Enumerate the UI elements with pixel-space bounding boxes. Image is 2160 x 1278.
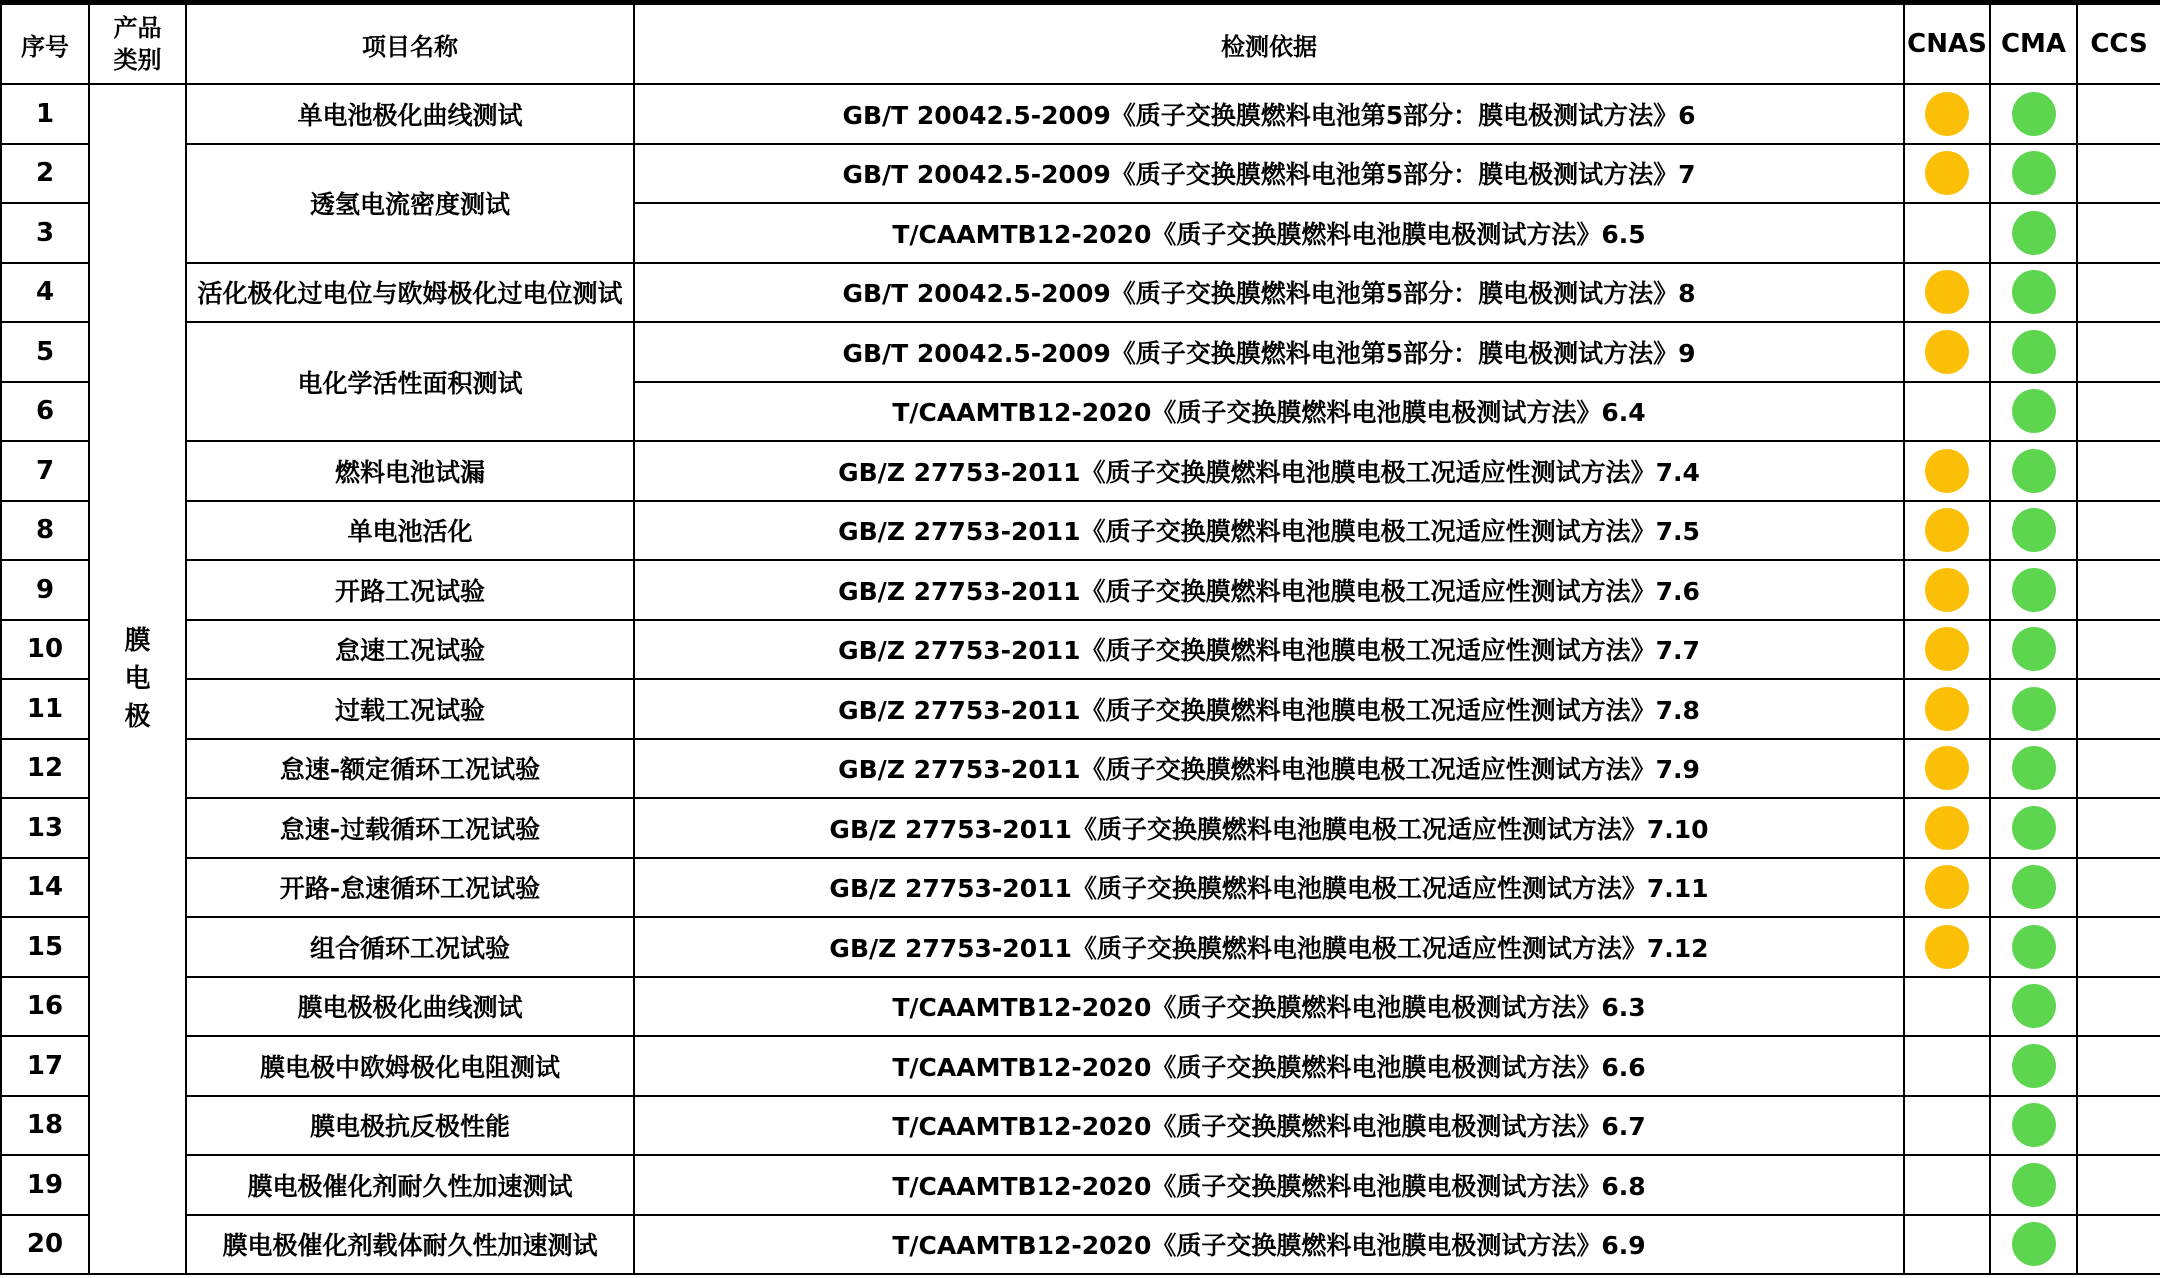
cell-cnas (1904, 977, 1990, 1037)
cma-mark-icon (2012, 627, 2056, 671)
cell-cnas (1904, 679, 1990, 739)
cnas-mark-icon (1925, 330, 1969, 374)
cnas-mark-icon (1925, 746, 1969, 790)
cell-seq: 19 (1, 1155, 89, 1215)
cma-mark-icon (2012, 508, 2056, 552)
category-char: 极 (124, 702, 151, 732)
cell-test-basis: T/CAAMTB12-2020《质子交换膜燃料电池膜电极测试方法》6.9 (634, 1215, 1904, 1275)
category-char: 电 (124, 664, 151, 694)
cell-cnas (1904, 382, 1990, 442)
cell-cnas (1904, 322, 1990, 382)
cell-cma (1990, 679, 2077, 739)
cell-cma (1990, 977, 2077, 1037)
cell-cnas (1904, 560, 1990, 620)
cell-seq: 17 (1, 1036, 89, 1096)
cell-item-name: 开路-怠速循环工况试验 (186, 858, 634, 918)
cell-test-basis: GB/Z 27753-2011《质子交换膜燃料电池膜电极工况适应性测试方法》7.7 (634, 620, 1904, 680)
cell-cma (1990, 84, 2077, 144)
cell-cma (1990, 620, 2077, 680)
cell-ccs (2077, 1215, 2160, 1275)
table-row (1, 322, 2160, 382)
cell-ccs (2077, 679, 2160, 739)
cell-test-basis: GB/Z 27753-2011《质子交换膜燃料电池膜电极工况适应性测试方法》7.6 (634, 560, 1904, 620)
cell-seq: 1 (1, 84, 89, 144)
cell-item-name: 膜电极极化曲线测试 (186, 977, 634, 1037)
cell-cma (1990, 1036, 2077, 1096)
cell-cma (1990, 1096, 2077, 1156)
table-row (1, 441, 2160, 501)
cell-item-name: 怠速-额定循环工况试验 (186, 739, 634, 799)
cnas-mark-icon (1925, 92, 1969, 136)
cell-item-name: 膜电极中欧姆极化电阻测试 (186, 1036, 634, 1096)
cell-ccs (2077, 441, 2160, 501)
cell-ccs (2077, 917, 2160, 977)
cma-mark-icon (2012, 151, 2056, 195)
category-char: 膜 (124, 626, 151, 656)
cell-seq: 5 (1, 322, 89, 382)
cell-test-basis: GB/T 20042.5-2009《质子交换膜燃料电池第5部分：膜电极测试方法》8 (634, 263, 1904, 323)
cnas-mark-icon (1925, 627, 1969, 671)
cell-cnas (1904, 1036, 1990, 1096)
cma-mark-icon (2012, 865, 2056, 909)
cell-seq: 2 (1, 144, 89, 204)
test-items-table (0, 3, 2160, 1275)
cell-test-basis: T/CAAMTB12-2020《质子交换膜燃料电池膜电极测试方法》6.3 (634, 977, 1904, 1037)
cell-seq: 20 (1, 1215, 89, 1275)
cell-ccs (2077, 620, 2160, 680)
cell-test-basis: T/CAAMTB12-2020《质子交换膜燃料电池膜电极测试方法》6.4 (634, 382, 1904, 442)
cell-seq: 3 (1, 203, 89, 263)
cell-cma (1990, 203, 2077, 263)
header-cma: CMA (1990, 4, 2077, 84)
cell-ccs (2077, 203, 2160, 263)
cell-seq: 11 (1, 679, 89, 739)
cell-cma (1990, 263, 2077, 323)
cell-test-basis: GB/Z 27753-2011《质子交换膜燃料电池膜电极工况适应性测试方法》7.5 (634, 501, 1904, 561)
cell-seq: 8 (1, 501, 89, 561)
table-row (1, 620, 2160, 680)
cell-cnas (1904, 620, 1990, 680)
cell-seq: 13 (1, 798, 89, 858)
header-test-basis: 检测依据 (634, 4, 1904, 84)
cell-item-name: 开路工况试验 (186, 560, 634, 620)
cell-cma (1990, 858, 2077, 918)
cnas-mark-icon (1925, 687, 1969, 731)
cell-ccs (2077, 977, 2160, 1037)
cell-cma (1990, 739, 2077, 799)
cell-seq: 12 (1, 739, 89, 799)
cell-ccs (2077, 84, 2160, 144)
cell-test-basis: GB/Z 27753-2011《质子交换膜燃料电池膜电极工况适应性测试方法》7.8 (634, 679, 1904, 739)
cma-mark-icon (2012, 1163, 2056, 1207)
header-seq: 序号 (1, 4, 89, 84)
cma-mark-icon (2012, 449, 2056, 493)
cell-item-name: 过载工况试验 (186, 679, 634, 739)
cell-ccs (2077, 501, 2160, 561)
cell-cnas (1904, 1215, 1990, 1275)
cma-mark-icon (2012, 1222, 2056, 1266)
cell-cnas (1904, 798, 1990, 858)
cell-cma (1990, 322, 2077, 382)
cell-test-basis: GB/T 20042.5-2009《质子交换膜燃料电池第5部分：膜电极测试方法》6 (634, 84, 1904, 144)
cell-item-name: 膜电极催化剂耐久性加速测试 (186, 1155, 634, 1215)
cell-test-basis: T/CAAMTB12-2020《质子交换膜燃料电池膜电极测试方法》6.5 (634, 203, 1904, 263)
cell-cma (1990, 1155, 2077, 1215)
cell-cnas (1904, 917, 1990, 977)
cell-test-basis: T/CAAMTB12-2020《质子交换膜燃料电池膜电极测试方法》6.7 (634, 1096, 1904, 1156)
cell-cma (1990, 144, 2077, 204)
cma-mark-icon (2012, 389, 2056, 433)
cma-mark-icon (2012, 270, 2056, 314)
table-row (1, 1096, 2160, 1156)
cell-test-basis: GB/Z 27753-2011《质子交换膜燃料电池膜电极工况适应性测试方法》7.4 (634, 441, 1904, 501)
cnas-mark-icon (1925, 151, 1969, 195)
cell-cnas (1904, 501, 1990, 561)
table-row (1, 977, 2160, 1037)
cell-seq: 7 (1, 441, 89, 501)
cell-seq: 4 (1, 263, 89, 323)
cma-mark-icon (2012, 806, 2056, 850)
cell-ccs (2077, 322, 2160, 382)
cell-seq: 9 (1, 560, 89, 620)
cma-mark-icon (2012, 92, 2056, 136)
cma-mark-icon (2012, 984, 2056, 1028)
cell-item-name: 透氢电流密度测试 (186, 144, 634, 263)
cell-category (89, 84, 186, 1274)
cell-test-basis: GB/Z 27753-2011《质子交换膜燃料电池膜电极工况适应性测试方法》7.12 (634, 917, 1904, 977)
cell-seq: 15 (1, 917, 89, 977)
cnas-mark-icon (1925, 865, 1969, 909)
cma-mark-icon (2012, 330, 2056, 374)
cell-test-basis: GB/Z 27753-2011《质子交换膜燃料电池膜电极工况适应性测试方法》7.11 (634, 858, 1904, 918)
cell-seq: 14 (1, 858, 89, 918)
header-category-line-1: 产品 (113, 14, 162, 42)
cell-ccs (2077, 1036, 2160, 1096)
cell-ccs (2077, 1155, 2160, 1215)
cell-cnas (1904, 1096, 1990, 1156)
cell-item-name: 膜电极催化剂载体耐久性加速测试 (186, 1215, 634, 1275)
table-row (1, 144, 2160, 204)
cnas-mark-icon (1925, 270, 1969, 314)
cell-ccs (2077, 858, 2160, 918)
cell-test-basis: GB/T 20042.5-2009《质子交换膜燃料电池第5部分：膜电极测试方法》7 (634, 144, 1904, 204)
cell-item-name: 组合循环工况试验 (186, 917, 634, 977)
cell-ccs (2077, 382, 2160, 442)
cma-mark-icon (2012, 746, 2056, 790)
cma-mark-icon (2012, 211, 2056, 255)
cell-cma (1990, 798, 2077, 858)
cnas-mark-icon (1925, 806, 1969, 850)
table-row (1, 501, 2160, 561)
cell-test-basis: GB/Z 27753-2011《质子交换膜燃料电池膜电极工况适应性测试方法》7.10 (634, 798, 1904, 858)
cell-test-basis: T/CAAMTB12-2020《质子交换膜燃料电池膜电极测试方法》6.6 (634, 1036, 1904, 1096)
cell-test-basis: GB/Z 27753-2011《质子交换膜燃料电池膜电极工况适应性测试方法》7.9 (634, 739, 1904, 799)
cell-cnas (1904, 858, 1990, 918)
cell-seq: 16 (1, 977, 89, 1037)
cell-ccs (2077, 560, 2160, 620)
cma-mark-icon (2012, 1044, 2056, 1088)
cell-ccs (2077, 144, 2160, 204)
header-item-name: 项目名称 (186, 4, 634, 84)
table-row (1, 917, 2160, 977)
table-row (1, 263, 2160, 323)
header-category (89, 4, 186, 84)
cell-cma (1990, 441, 2077, 501)
cell-cnas (1904, 84, 1990, 144)
cell-ccs (2077, 798, 2160, 858)
header-category-line-2: 类别 (113, 46, 162, 74)
cma-mark-icon (2012, 925, 2056, 969)
cma-mark-icon (2012, 568, 2056, 612)
cnas-mark-icon (1925, 568, 1969, 612)
cnas-mark-icon (1925, 449, 1969, 493)
header-ccs: CCS (2077, 4, 2160, 84)
cell-ccs (2077, 263, 2160, 323)
cell-cma (1990, 1215, 2077, 1275)
cell-ccs (2077, 1096, 2160, 1156)
header-cnas: CNAS (1904, 4, 1990, 84)
cell-cnas (1904, 441, 1990, 501)
cell-seq: 18 (1, 1096, 89, 1156)
cell-cnas (1904, 739, 1990, 799)
table-row (1, 679, 2160, 739)
cell-cma (1990, 382, 2077, 442)
cell-cma (1990, 501, 2077, 561)
table-row (1, 1155, 2160, 1215)
cell-item-name: 燃料电池试漏 (186, 441, 634, 501)
cell-cma (1990, 917, 2077, 977)
cell-item-name: 电化学活性面积测试 (186, 322, 634, 441)
table-row (1, 798, 2160, 858)
header-row (1, 4, 2160, 84)
table-row (1, 858, 2160, 918)
cell-test-basis: T/CAAMTB12-2020《质子交换膜燃料电池膜电极测试方法》6.8 (634, 1155, 1904, 1215)
cnas-mark-icon (1925, 508, 1969, 552)
cell-seq: 10 (1, 620, 89, 680)
table-row (1, 739, 2160, 799)
cell-item-name: 单电池极化曲线测试 (186, 84, 634, 144)
cell-cnas (1904, 1155, 1990, 1215)
table-row (1, 1036, 2160, 1096)
cell-test-basis: GB/T 20042.5-2009《质子交换膜燃料电池第5部分：膜电极测试方法》9 (634, 322, 1904, 382)
cell-seq: 6 (1, 382, 89, 442)
table-row (1, 560, 2160, 620)
cell-cnas (1904, 263, 1990, 323)
cell-item-name: 怠速-过载循环工况试验 (186, 798, 634, 858)
cell-item-name: 单电池活化 (186, 501, 634, 561)
table-row (1, 1215, 2160, 1275)
cell-cnas (1904, 144, 1990, 204)
cell-item-name: 活化极化过电位与欧姆极化过电位测试 (186, 263, 634, 323)
cell-cma (1990, 560, 2077, 620)
cma-mark-icon (2012, 1103, 2056, 1147)
cell-ccs (2077, 739, 2160, 799)
cell-item-name: 膜电极抗反极性能 (186, 1096, 634, 1156)
cnas-mark-icon (1925, 925, 1969, 969)
table-body (1, 84, 2160, 1274)
cma-mark-icon (2012, 687, 2056, 731)
table-row (1, 84, 2160, 144)
cell-cnas (1904, 203, 1990, 263)
cell-item-name: 怠速工况试验 (186, 620, 634, 680)
